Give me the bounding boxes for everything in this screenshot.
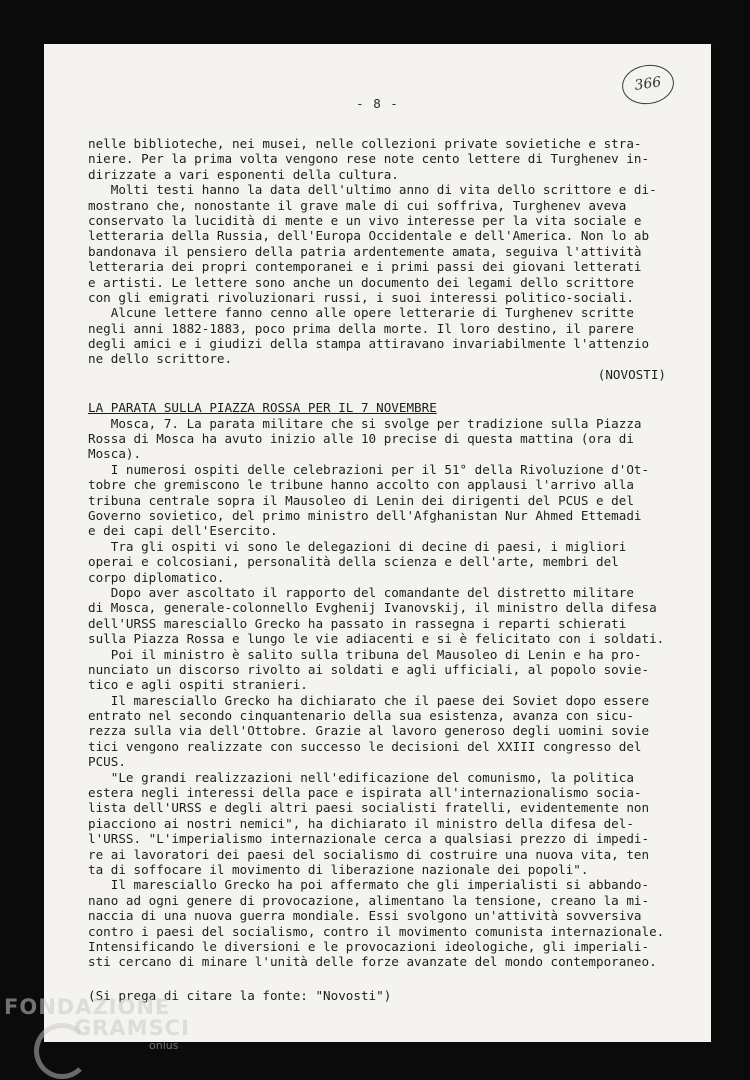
text-line: I numerosi ospiti delle celebrazioni per il 51° della Rivoluzione d'Ot- [88, 461, 650, 477]
page-number: - 8 - [356, 96, 399, 111]
intro-section [88, 136, 678, 367]
text-line: contro i paesi del socialismo, contro il movimento comunista internazionale. [88, 923, 665, 939]
archive-number-stamp: 366 [620, 62, 677, 108]
text-line: Rossa di Mosca ha avuto inizio alle 10 precise di questa mattina (ora di [88, 431, 634, 447]
watermark-line-3: onlus [149, 1039, 179, 1052]
text-line: nano ad ogni genere di provocazione, alimentano la tensione, creano la mi- [88, 892, 650, 908]
text-line: dirizzate a vari esponenti della cultura. [88, 166, 399, 182]
text-line: con gli emigrati rivoluzionari russi, i suoi interessi politico-sociali. [88, 289, 634, 305]
text-line: Molti testi hanno la data dell'ultimo anno di vita dello scrittore e di- [88, 182, 657, 198]
text-line: Tra gli ospiti vi sono le delegazioni di decine di paesi, i migliori [88, 538, 627, 554]
text-line: lista dell'URSS e degli altri paesi socialisti fratelli, evidentemente non [88, 800, 650, 816]
citation-note: (Si prega di citare la fonte: "Novosti") [88, 987, 392, 1003]
text-line: sulla Piazza Rossa e lungo le vie adiacenti e si è felicitato con i soldati. [88, 631, 665, 647]
text-line: tribuna centrale sopra il Mausoleo di Lenin dei dirigenti del PCUS e del [88, 492, 634, 508]
text-line: operai e colcosiani, personalità della scienza e dell'arte, membri del [88, 554, 619, 570]
text-line: tico e agli ospiti stranieri. [88, 677, 308, 693]
text-line: PCUS. [88, 754, 126, 770]
text-line: ne dello scrittore. [88, 351, 233, 367]
text-line: sti cercano di minare l'unità delle forze avanzate del mondo contemporaneo. [88, 954, 657, 970]
text-line: Dopo aver ascoltato il rapporto del comandante del distretto militare [88, 584, 634, 600]
text-line: Governo sovietico, del primo ministro dell'Afghanistan Nur Ahmed Ettemadi [88, 507, 642, 523]
text-line: bandonava il pensiero della patria ardentemente amata, seguiva l'attività [88, 243, 642, 259]
text-line: degli amici e i giudizi della stampa attiravano invariabilmente l'attenzio [88, 336, 650, 352]
section-gap [88, 382, 678, 400]
text-line: Mosca, 7. La parata militare che si svolge per tradizione sulla Piazza [88, 415, 642, 431]
text-line: Mosca). [88, 446, 142, 462]
text-line: conservato la lucidità di mente e un vivo interesse per la vita sociale e [88, 212, 642, 228]
text-line: e dei capi dell'Esercito. [88, 523, 278, 539]
text-line: Il maresciallo Grecko ha poi affermato che gli imperialisti si abbando- [88, 877, 650, 893]
text-line: letteraria dei propri contemporanei e i primi passi dei giovani letterati [88, 259, 642, 275]
text-line: entrato nel secondo cinquantenario della sua esistenza, avanza con sicu- [88, 708, 634, 724]
watermark-line-2: GRAMSCI [74, 1016, 190, 1040]
source-credit: (NOVOSTI) [597, 366, 666, 382]
text-line: estera negli interessi della pace e ispirata all'internazionalismo socia- [88, 785, 642, 801]
text-line: di Mosca, generale-colonnello Evghenij Ivanovskij, il ministro della difesa [88, 600, 657, 616]
text-line: re ai lavoratori dei paesi del socialismo di costruire una nuova vita, ten [88, 846, 650, 862]
text-line: tici vengono realizzate con successo le decisioni del XXIII congresso del [88, 738, 642, 754]
fondazione-gramsci-watermark [4, 997, 194, 1053]
article-body [88, 416, 678, 970]
text-line: mostrano che, nonostante il grave male di cui soffriva, Turghenev aveva [88, 197, 627, 213]
logo-swirl-icon [34, 1023, 90, 1079]
document-body [88, 136, 678, 1003]
text-line: "Le grandi realizzazioni nell'edificazione del comunismo, la politica [88, 769, 634, 785]
text-line: Intensificando le diversioni e le provocazioni ideologiche, gli imperiali- [88, 938, 650, 954]
text-line: niere. Per la prima volta vengono rese note cento lettere di Turghenev in- [88, 151, 650, 167]
text-line: e artisti. Le lettere sono anche un documento dei legami dello scrittore [88, 274, 634, 290]
text-line: corpo diplomatico. [88, 569, 225, 585]
text-line: Il maresciallo Grecko ha dichiarato che il paese dei Soviet dopo essere [88, 692, 650, 708]
watermark-line-1: FONDAZIONE [4, 995, 171, 1019]
text-line: dell'URSS maresciallo Grecko ha passato in rassegna i reparti schierati [88, 615, 627, 631]
text-line: piacciono ai nostri nemici", ha dichiarato il ministro della difesa del- [88, 815, 634, 831]
text-line: nelle biblioteche, nei musei, nelle collezioni private sovietiche e stra- [88, 136, 642, 151]
text-line: nunciato un discorso rivolto ai soldati e agli ufficiali, al popolo sovie- [88, 661, 650, 677]
text-line: Poi il ministro è salito sulla tribuna del Mausoleo di Lenin e ha pro- [88, 646, 642, 662]
text-line: naccia di una nuova guerra mondiale. Essi svolgono un'attività sovversiva [88, 908, 642, 924]
text-line: tobre che gremiscono le tribune hanno accolto con applausi l'arrivo alla [88, 477, 634, 493]
section-gap [88, 970, 678, 988]
text-line: Alcune lettere fanno cenno alle opere letterarie di Turghenev scritte [88, 305, 634, 321]
article-title: LA PARATA SULLA PIAZZA ROSSA PER IL 7 NOVEMBRE [88, 400, 437, 416]
text-line: letteraria della Russia, dell'Europa Occidentale e dell'America. Non lo ab [88, 228, 650, 244]
text-line: rezza sulla via dell'Ottobre. Grazie al lavoro generoso degli uomini sovie [88, 723, 650, 739]
document-page [44, 44, 711, 1042]
text-line: l'URSS. "L'imperialismo internazionale cerca a qualsiasi prezzo di impedi- [88, 831, 650, 847]
text-line: negli anni 1882-1883, poco prima della morte. Il loro destino, il parere [88, 320, 634, 336]
text-line: ta di soffocare il movimento di liberazione nazionale dei popoli". [88, 861, 589, 877]
